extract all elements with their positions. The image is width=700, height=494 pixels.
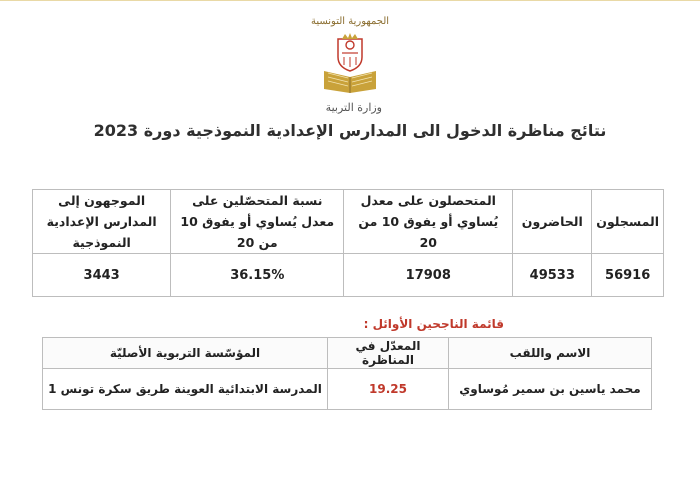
stats-header-present: الحاضرون <box>513 190 592 254</box>
stats-header-registered: المسجلون <box>592 190 664 254</box>
winners-header-average: المعدّل في المناظرة <box>328 338 449 369</box>
winners-header-school: المؤسّسة التربوية الأصليّة <box>43 338 328 369</box>
stats-table <box>32 189 664 297</box>
winners-table <box>42 337 652 410</box>
stats-header-row <box>33 190 664 254</box>
emblem-icon <box>320 31 380 93</box>
republic-text: الجمهورية التونسية <box>310 16 390 27</box>
stats-header-rate: نسبة المتحصّلين على معدل يُساوي أو يفوق 10 من 20 <box>171 190 344 254</box>
ministry-name: وزارة التربية <box>325 101 382 114</box>
winner-average: 19.25 <box>328 369 449 410</box>
stats-value-row <box>33 254 664 297</box>
winners-header-name: الاسم واللقب <box>449 338 652 369</box>
stats-value-rate: 36.15% <box>171 254 344 297</box>
stats-value-passed: 17908 <box>344 254 513 297</box>
stats-header-oriented: الموجهون إلى المدارس الإعدادية النموذجية <box>33 190 171 254</box>
stats-value-oriented: 3443 <box>33 254 171 297</box>
page-title: نتائج مناظرة الدخول الى المدارس الإعدادية النموذجية دورة 2023 <box>93 121 607 140</box>
winners-label: قائمة الناجحين الأوائل : <box>363 317 504 331</box>
table-row <box>43 369 652 410</box>
stats-value-registered: 56916 <box>592 254 664 297</box>
winner-name: محمد ياسين بن سمير مُوساوي <box>449 369 652 410</box>
ministry-logo <box>300 15 400 115</box>
stats-header-passed: المتحصلون على معدل يُساوي أو يفوق 10 من 20 <box>344 190 513 254</box>
stats-value-present: 49533 <box>513 254 592 297</box>
winner-school: المدرسة الابتدائية العوينة طريق سكرة تونس 1 <box>43 369 328 410</box>
winners-header-row <box>43 338 652 369</box>
